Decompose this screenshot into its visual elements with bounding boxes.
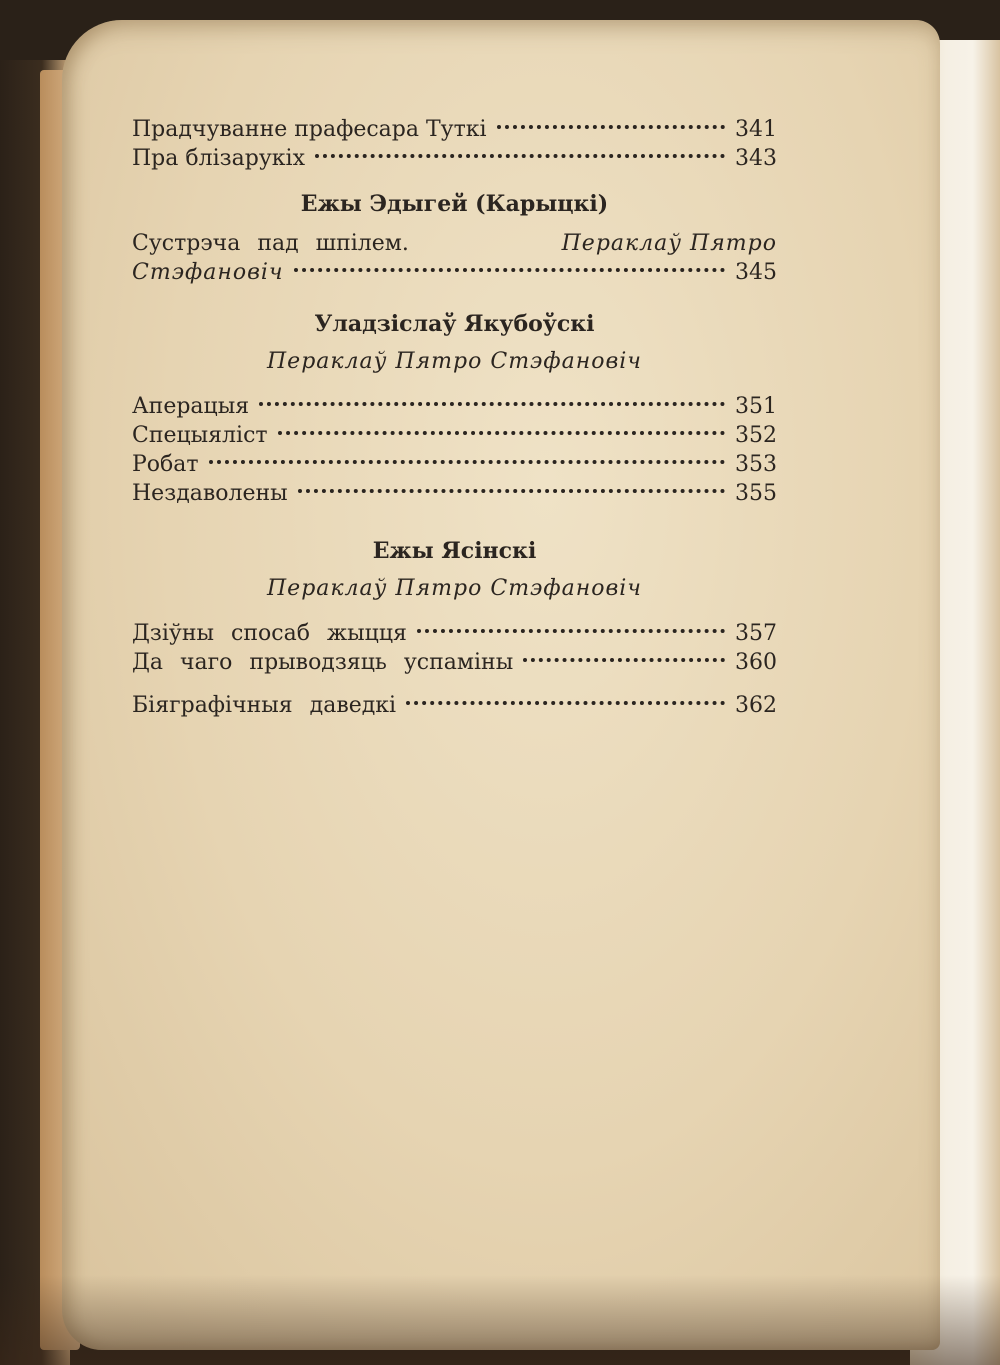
- toc-entry: [132, 115, 777, 144]
- toc-entry-translator: Пераклаў Пятро: [561, 231, 777, 256]
- toc-entry: [132, 144, 777, 173]
- dot-leader: [278, 431, 725, 435]
- toc-entry-page: 352: [735, 423, 777, 448]
- toc-entry: [132, 229, 777, 258]
- toc-entry-title: Аперацыя: [132, 394, 250, 419]
- toc-entry: [132, 648, 777, 677]
- toc-entry-page: 362: [735, 693, 777, 718]
- toc-entry: [132, 479, 777, 508]
- toc-entry-page: 345: [735, 260, 777, 285]
- toc-entry-title: Да чаго прыводзяць успаміны: [132, 650, 514, 675]
- dot-leader: [315, 154, 725, 158]
- toc-entry-page: 355: [735, 481, 777, 506]
- author-heading: Ежы Эдыгей (Карыцкі): [300, 191, 609, 217]
- dot-leader: [523, 658, 725, 662]
- toc-entry: [132, 450, 777, 479]
- author-heading: Ежы Ясінскі: [372, 538, 537, 564]
- toc-entry-page: 343: [735, 146, 777, 171]
- toc-entry-continuation: [132, 258, 777, 287]
- book-page: [62, 20, 940, 1350]
- dot-leader: [294, 268, 725, 272]
- toc-entry-page: 357: [735, 621, 777, 646]
- dot-leader: [209, 460, 725, 464]
- dot-leader: [497, 125, 725, 129]
- toc-entry-title: Нездаволены: [132, 481, 288, 506]
- table-of-contents: [132, 115, 777, 720]
- toc-entry-title: Спецыяліст: [132, 423, 268, 448]
- toc-entry-title: Сустрэча пад шпілем.: [132, 231, 409, 256]
- toc-entry: [132, 421, 777, 450]
- bottom-shadow: [0, 1275, 1000, 1365]
- toc-entry: [132, 691, 777, 720]
- dot-leader: [259, 402, 725, 406]
- toc-entry-page: 341: [735, 117, 777, 142]
- toc-entry-title: Пра блізарукіх: [132, 146, 305, 171]
- toc-entry-translator-cont: Стэфановіч: [132, 260, 284, 285]
- toc-entry-page: 360: [735, 650, 777, 675]
- translator-line: Пераклаў Пятро Стэфановіч: [267, 349, 642, 374]
- toc-entry-page: 351: [735, 394, 777, 419]
- spacer: [132, 677, 777, 691]
- dot-leader: [406, 701, 725, 705]
- toc-entry-title: Робат: [132, 452, 199, 477]
- toc-entry: [132, 619, 777, 648]
- toc-entry-title: Дзіўны спосаб жыцця: [132, 621, 407, 646]
- dot-leader: [298, 489, 725, 493]
- dot-leader: [417, 629, 725, 633]
- toc-entry-title: Прадчуванне прафесара Туткі: [132, 117, 487, 142]
- translator-line: Пераклаў Пятро Стэфановіч: [267, 576, 642, 601]
- toc-entry-page: 353: [735, 452, 777, 477]
- toc-entry: [132, 392, 777, 421]
- author-heading: Уладзіслаў Якубоўскі: [314, 311, 595, 337]
- toc-entry-title: Біяграфічныя даведкі: [132, 693, 397, 718]
